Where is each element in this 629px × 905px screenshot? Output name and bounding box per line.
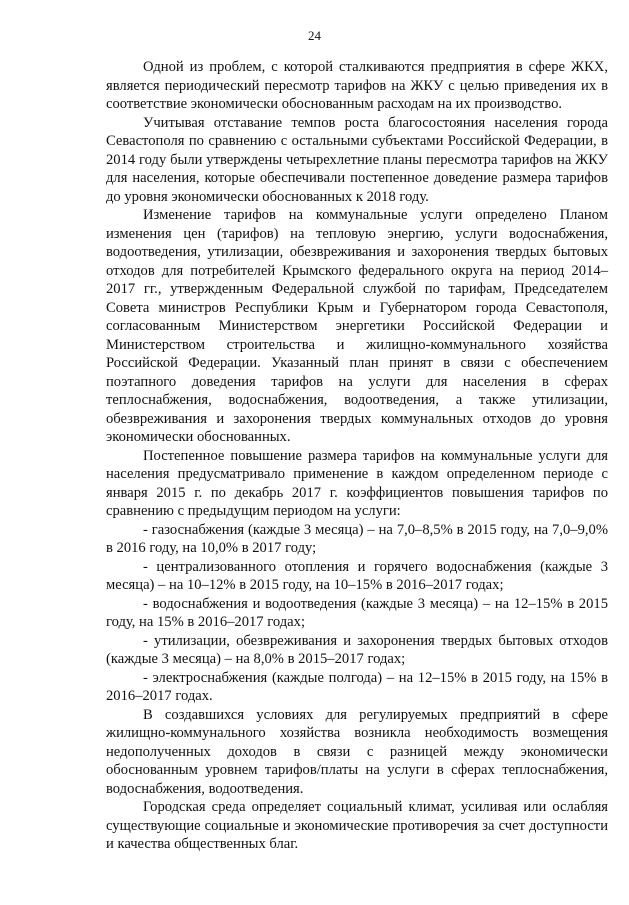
paragraph-urban-environment: Городская среда определяет социальный климат, усиливая или ослабляя существующие социальные и экономические противоречия за счет доступности и качества общественных благ.	[106, 799, 608, 852]
list-item-heating-hot-water: - централизованного отопления и горячего водоснабжения (каждые 3 месяца) – на 10–12% в 2015 году, на 10–15% в 2016–2017 годах;	[106, 558, 608, 593]
list-item-water-supply: - водоснабжения и водоотведения (каждые 3 месяца) – на 12–15% в 2015 году, на 15% в 2016–2017 годах;	[106, 595, 608, 630]
paragraph-tariff-revision-problem: Одной из проблем, с которой сталкиваются предприятия в сфере ЖКХ, является периодический пересмотр тарифов на ЖКУ с целью приведения их в соответствие экономически обоснованным расходам на их производство.	[106, 59, 608, 112]
paragraph-tariff-change-plan: Изменение тарифов на коммунальные услуги определено Планом изменения цен (тарифов) на тепловую энергию, услуги водоснабжения, водоотведения, утилизации, обезвреживания и захоронения твердых бытовых отходов для потребителей Крымского федерального округа на период 2014–2017 гг., утвержденным Федеральной службой по тарифам, Председателем Совета министров Республики Крым и Губернатором города Севастополя, согласованным Министерством энергетики Российской Федерации и Министерством строительства и жилищно-коммунального хозяйства Российской Федерации. Указанный план принят в связи с обеспечением поэтапного доведения тарифов на услуги для населения в сферах теплоснабжения, водоснабжения, водоотведения, а также утилизации, обезвреживания и захоронения твердых коммунальных отходов до уровня экономически обоснованных.	[106, 207, 608, 445]
paragraph-gradual-increase: Постепенное повышение размера тарифов на коммунальные услуги для населения предусматривало применение в каждом определенном периоде с января 2015 г. по декабрь 2017 г. коэффициентов повышения тарифов по сравнению с предыдущим периодом на услуги:	[106, 447, 608, 519]
list-item-waste-disposal: - утилизации, обезвреживания и захоронения твердых бытовых отходов (каждые 3 месяца) – на 8,0% в 2015–2017 годах;	[106, 632, 608, 667]
page-number: 24	[308, 28, 321, 43]
list-item-gas-supply: - газоснабжения (каждые 3 месяца) – на 7,0–8,5% в 2015 году, на 7,0–9,0% в 2016 году, на 10,0% в 2017 году;	[106, 521, 608, 556]
paragraph-compensation-need: В создавшихся условиях для регулируемых предприятий в сфере жилищно-коммунального хозяйства возникла необходимость возмещения недополученных доходов в связи с разницей между экономически обоснованным уровнем тарифов/платы на услуги в сферах теплоснабжения, водоснабжения, водоотведения.	[106, 706, 608, 797]
paragraph-four-year-plans: Учитывая отставание темпов роста благосостояния населения города Севастополя по сравнению с остальными субъектами Российской Федерации, в 2014 году были утверждены четырехлетние планы пересмотра тарифов на ЖКУ для населения, которые обеспечивали постепенное доведение размера тарифов до уровня экономически обоснованных к 2018 году.	[106, 114, 608, 205]
document-body	[106, 58, 608, 854]
list-item-electricity: - электроснабжения (каждые полгода) – на 12–15% в 2015 году, на 15% в 2016–2017 годах.	[106, 669, 608, 704]
